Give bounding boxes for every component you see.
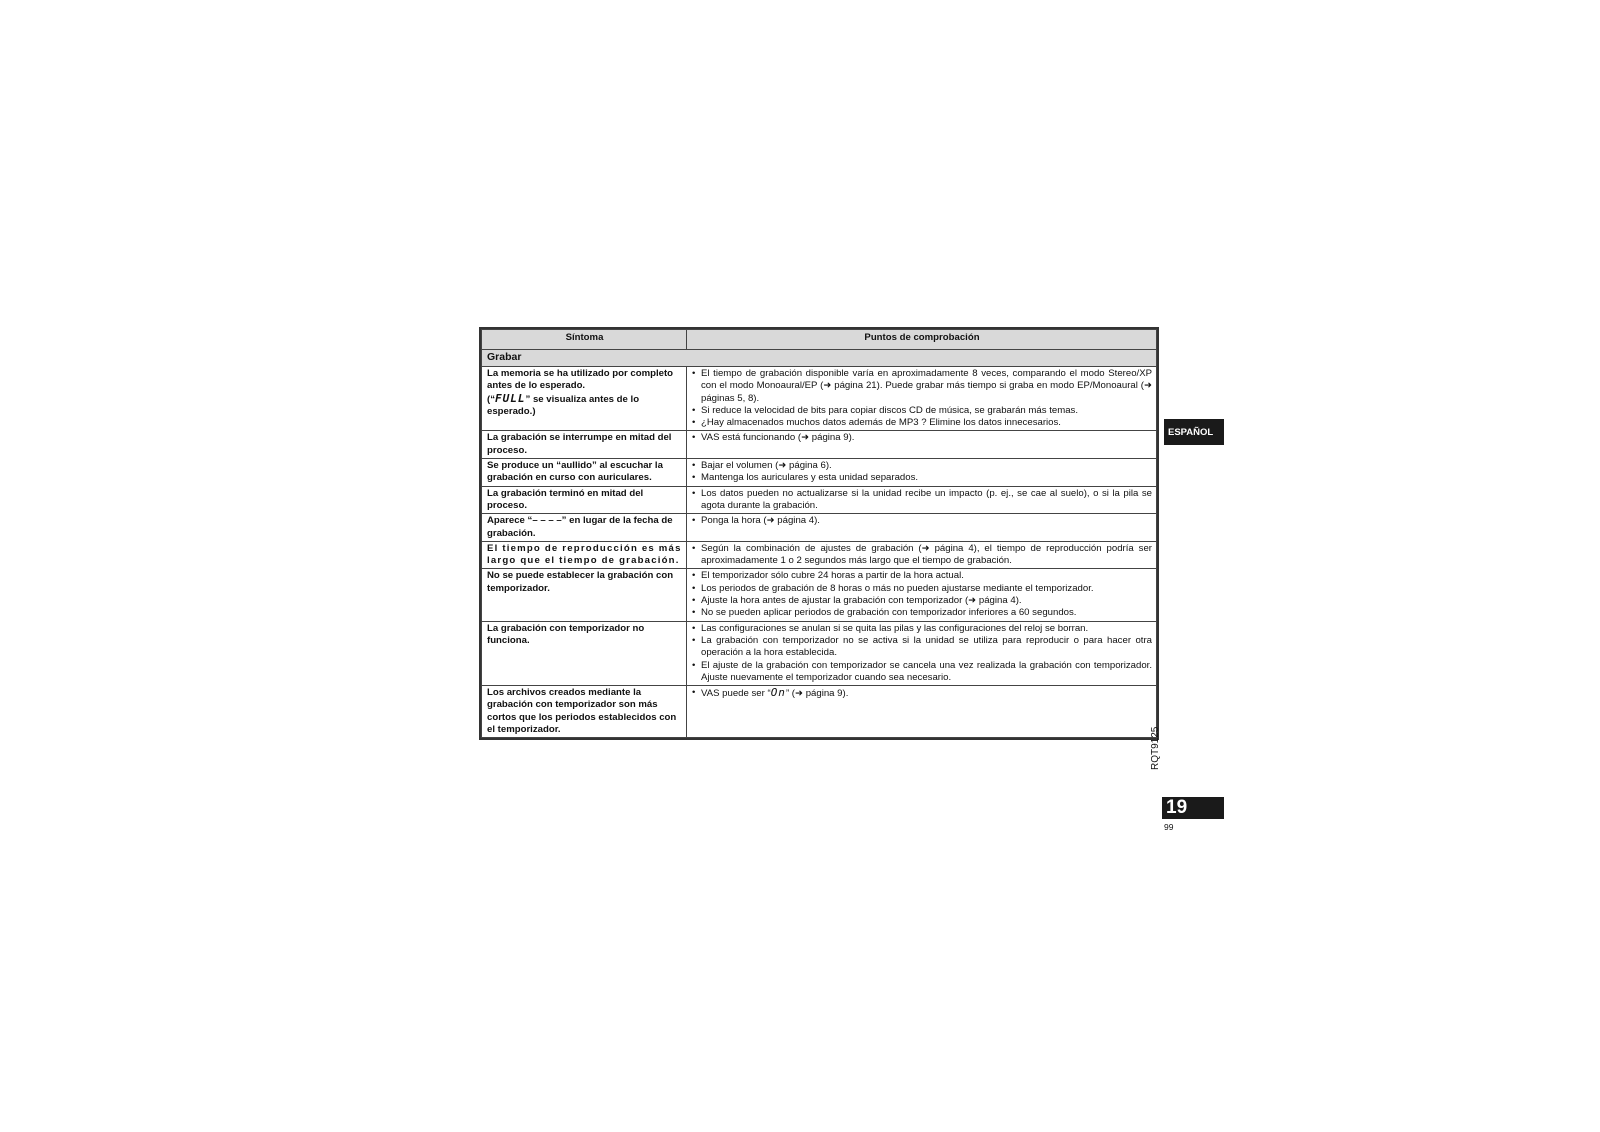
symptom-text: La memoria se ha utilizado por completo antes de lo esperado. xyxy=(487,368,674,392)
list-item: • El tiempo de grabación disponible varía en aproximadamente 8 veces, comparando el modo Stereo/XP con el modo Monoaural/EP (➜ página 21). Puede grabar más tiempo si graba en modo EP/Monoaural (➜ páginas 5, 8). xyxy=(692,368,1152,405)
symptom-cell: No se puede establecer la grabación con temporizador. xyxy=(482,569,687,621)
list-item xyxy=(692,687,1152,700)
symptom-cell: La grabación se interrumpe en mitad del proceso. xyxy=(482,431,687,459)
list-item: • Según la combinación de ajustes de grabación (➜ página 4), el tiempo de reproducción podría ser aproximadamente 1 o 2 segundos más largo que el tiempo de grabación. xyxy=(692,543,1152,568)
list-item: • VAS está funcionando (➜ página 9). xyxy=(692,432,1152,444)
points-cell xyxy=(687,514,1157,542)
table-row xyxy=(482,514,1157,542)
language-tab: ESPAÑOL xyxy=(1164,419,1224,445)
lcd-on-display: On xyxy=(770,686,786,700)
table-row xyxy=(482,459,1157,487)
list-item: • Mantenga los auriculares y esta unidad separados. xyxy=(692,472,1152,484)
header-symptom: Síntoma xyxy=(482,330,687,350)
points-cell xyxy=(687,686,1157,738)
table-row xyxy=(482,621,1157,685)
list-item: • Los periodos de grabación de 8 horas o más no pueden ajustarse mediante el temporizador. xyxy=(692,583,1152,595)
point-text: VAS puede ser “ xyxy=(701,688,771,700)
points-cell xyxy=(687,367,1157,431)
symptom-cell: La grabación terminó en mitad del proceso. xyxy=(482,486,687,514)
symptom-text: (“ xyxy=(487,393,495,405)
symptom-cell: Aparece “– – – –” en lugar de la fecha de grabación. xyxy=(482,514,687,542)
list-item: • El temporizador sólo cubre 24 horas a partir de la hora actual. xyxy=(692,570,1152,582)
points-cell xyxy=(687,569,1157,621)
table-row xyxy=(482,541,1157,569)
table-row xyxy=(482,686,1157,738)
page-sub-number: 99 xyxy=(1164,822,1174,832)
symptom-cell: La grabación con temporizador no funciona. xyxy=(482,621,687,685)
lcd-full-display: FULL xyxy=(495,391,526,405)
section-title: Grabar xyxy=(482,350,1157,367)
document-code: RQT9125 xyxy=(1150,726,1161,770)
list-item: • Ajuste la hora antes de ajustar la grabación con temporizador (➜ página 4). xyxy=(692,595,1152,607)
list-item: • Las configuraciones se anulan si se quita las pilas y las configuraciones del reloj se borran. xyxy=(692,623,1152,635)
points-cell xyxy=(687,486,1157,514)
table-row xyxy=(482,367,1157,431)
point-text: ” (➜ página 9). xyxy=(785,688,849,700)
symptom-cell: Los archivos creados mediante la grabación con temporizador son más cortos que los periodos establecidos con el temporizador. xyxy=(482,686,687,738)
points-cell xyxy=(687,541,1157,569)
symptom-cell: El tiempo de reproducción es más largo que el tiempo de grabación. xyxy=(482,541,687,569)
table-row xyxy=(482,431,1157,459)
list-item: • Bajar el volumen (➜ página 6). xyxy=(692,460,1152,472)
troubleshooting-table xyxy=(479,327,1159,740)
symptom-cell xyxy=(482,367,687,431)
points-cell xyxy=(687,621,1157,685)
list-item: • Ponga la hora (➜ página 4). xyxy=(692,515,1152,527)
list-item: • Los datos pueden no actualizarse si la unidad recibe un impacto (p. ej., se cae al suelo), o si la pila se agota durante la grabación. xyxy=(692,488,1152,513)
list-item: • El ajuste de la grabación con temporizador se cancela una vez realizada la grabación con temporizador. Ajuste nuevamente el temporizador cuando sea necesario. xyxy=(692,660,1152,685)
header-check-points: Puntos de comprobación xyxy=(687,330,1157,350)
list-item: • ¿Hay almacenados muchos datos además de MP3 ? Elimine los datos innecesarios. xyxy=(692,417,1152,429)
table-row xyxy=(482,569,1157,621)
points-cell xyxy=(687,431,1157,459)
table-row xyxy=(482,486,1157,514)
symptom-text: ” se visualiza antes de lo esperado.) xyxy=(487,393,640,417)
list-item: • No se pueden aplicar periodos de grabación con temporizador inferiores a 60 segundos. xyxy=(692,607,1152,619)
list-item: • Si reduce la velocidad de bits para copiar discos CD de música, se grabarán más temas. xyxy=(692,405,1152,417)
list-item: • La grabación con temporizador no se activa si la unidad se utiliza para reproducir o para hacer otra operación a la hora establecida. xyxy=(692,635,1152,660)
page-number: 19 xyxy=(1162,797,1224,819)
points-cell xyxy=(687,459,1157,487)
symptom-cell: Se produce un “aullido” al escuchar la grabación en curso con auriculares. xyxy=(482,459,687,487)
